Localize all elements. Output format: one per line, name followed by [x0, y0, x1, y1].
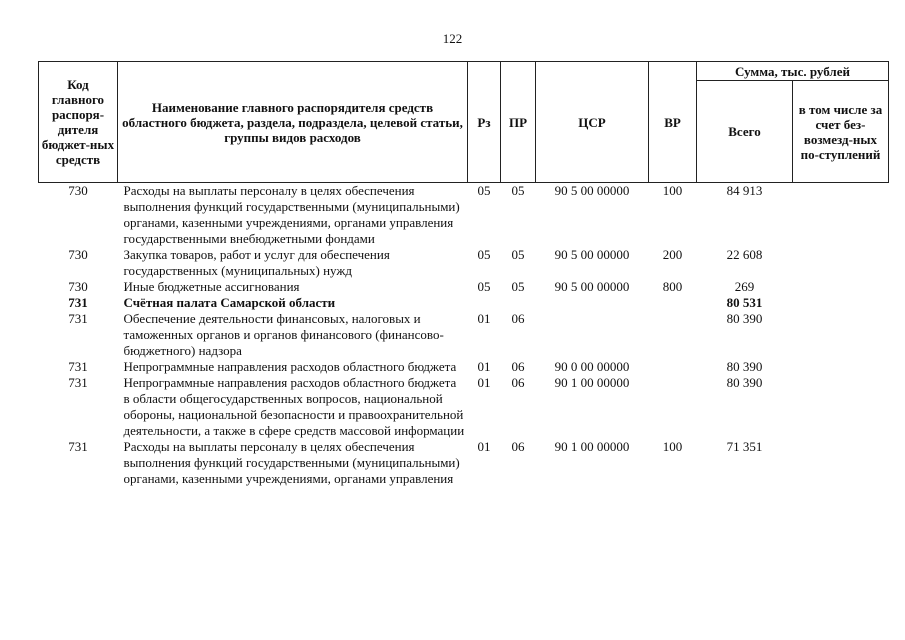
cell-name: Счётная палата Самарской области [123, 295, 336, 310]
table-row [39, 375, 889, 439]
cell-pr: 06 [511, 375, 525, 390]
cell-code: 730 [68, 183, 88, 198]
cell-name: Обеспечение деятельности финансовых, налоговых и таможенных органов и органов финансового (финансово-бюджетного) надзора [123, 311, 444, 358]
cell-code: 730 [68, 247, 88, 262]
cell-code: 730 [68, 279, 88, 294]
cell-name: Непрограммные направления расходов областного бюджета [123, 359, 457, 374]
cell-pr: 06 [511, 311, 525, 326]
cell-csr: 90 5 00 00000 [554, 279, 630, 294]
cell-pr: 05 [511, 183, 525, 198]
cell-name: Расходы на выплаты персоналу в целях обеспечения выполнения функций государственными (муниципальными) органами, казенными учреждениями, органами управления [123, 439, 460, 486]
cell-name: Непрограммные направления расходов областного бюджета в области общегосударственных вопросов, национальной обороны, национальной безопасности и правоохранительной деятельности, а также в сфере средств массовой информации [123, 375, 465, 438]
cell-rz: 01 [477, 311, 491, 326]
cell-rz: 01 [477, 375, 491, 390]
table-row [39, 359, 889, 375]
header-vr: ВР [649, 62, 697, 183]
cell-incl [793, 359, 889, 375]
cell-rz [468, 295, 501, 311]
cell-vr [649, 359, 697, 375]
table-row [39, 439, 889, 487]
table-row [39, 311, 889, 359]
cell-incl [793, 247, 889, 279]
cell-rz: 05 [477, 247, 491, 262]
cell-pr: 05 [511, 279, 525, 294]
cell-total: 80 390 [726, 311, 763, 326]
cell-rz: 01 [477, 359, 491, 374]
cell-incl [793, 279, 889, 295]
cell-rz: 01 [477, 439, 491, 454]
cell-pr: 06 [511, 359, 525, 374]
cell-csr: 90 0 00 00000 [554, 359, 630, 374]
cell-incl [793, 439, 889, 487]
cell-total: 269 [734, 279, 755, 294]
cell-total: 80 390 [726, 375, 763, 390]
table-header [39, 62, 889, 183]
cell-incl [793, 311, 889, 359]
cell-code: 731 [68, 439, 88, 454]
cell-total: 84 913 [726, 183, 763, 198]
page-number: 122 [442, 31, 463, 46]
table-row [39, 247, 889, 279]
table-row [39, 295, 889, 311]
cell-pr [501, 295, 536, 311]
header-pr: ПР [501, 62, 536, 183]
cell-csr: 90 5 00 00000 [554, 247, 630, 262]
cell-csr [536, 311, 649, 359]
table-row [39, 279, 889, 295]
cell-incl [793, 295, 889, 311]
cell-csr [536, 295, 649, 311]
cell-name: Иные бюджетные ассигнования [123, 279, 300, 294]
cell-vr: 800 [662, 279, 683, 294]
cell-rz: 05 [477, 183, 491, 198]
cell-code: 731 [68, 375, 88, 390]
cell-csr: 90 5 00 00000 [554, 183, 630, 198]
cell-total: 71 351 [726, 439, 763, 454]
header-rz: Рз [468, 62, 501, 183]
cell-name: Расходы на выплаты персоналу в целях обеспечения выполнения функций государственными (муниципальными) органами, казенными учреждениями, органами управления государственными внебюджетными фондами [123, 183, 460, 246]
cell-vr [649, 295, 697, 311]
cell-vr: 100 [662, 183, 683, 198]
header-incl: в том числе за счет без-возмезд-ных по-ступлений [793, 81, 889, 183]
cell-pr: 05 [511, 247, 525, 262]
cell-code: 731 [68, 359, 88, 374]
cell-vr [649, 311, 697, 359]
header-name: Наименование главного распорядителя средств областного бюджета, раздела, подраздела, целевой статьи, группы видов расходов [118, 62, 468, 183]
header-sum-group: Сумма, тыс. рублей [697, 62, 889, 81]
cell-incl [793, 375, 889, 439]
cell-total: 80 531 [726, 295, 763, 310]
cell-total: 80 390 [726, 359, 763, 374]
header-total: Всего [697, 81, 793, 183]
cell-pr: 06 [511, 439, 525, 454]
cell-csr: 90 1 00 00000 [554, 439, 630, 454]
cell-vr: 100 [662, 439, 683, 454]
cell-rz: 05 [477, 279, 491, 294]
cell-csr: 90 1 00 00000 [554, 375, 630, 390]
budget-table [38, 61, 889, 487]
cell-total: 22 608 [726, 247, 763, 262]
cell-name: Закупка товаров, работ и услуг для обеспечения государственных (муниципальных) нужд [123, 247, 390, 278]
header-code: Код главного распоря-дителя бюджет-ных средств [39, 62, 118, 183]
table-row [39, 183, 889, 248]
cell-incl [793, 183, 889, 248]
cell-vr: 200 [662, 247, 683, 262]
cell-code: 731 [68, 295, 88, 310]
cell-vr [649, 375, 697, 439]
header-csr: ЦСР [536, 62, 649, 183]
table-body [39, 183, 889, 488]
cell-code: 731 [68, 311, 88, 326]
